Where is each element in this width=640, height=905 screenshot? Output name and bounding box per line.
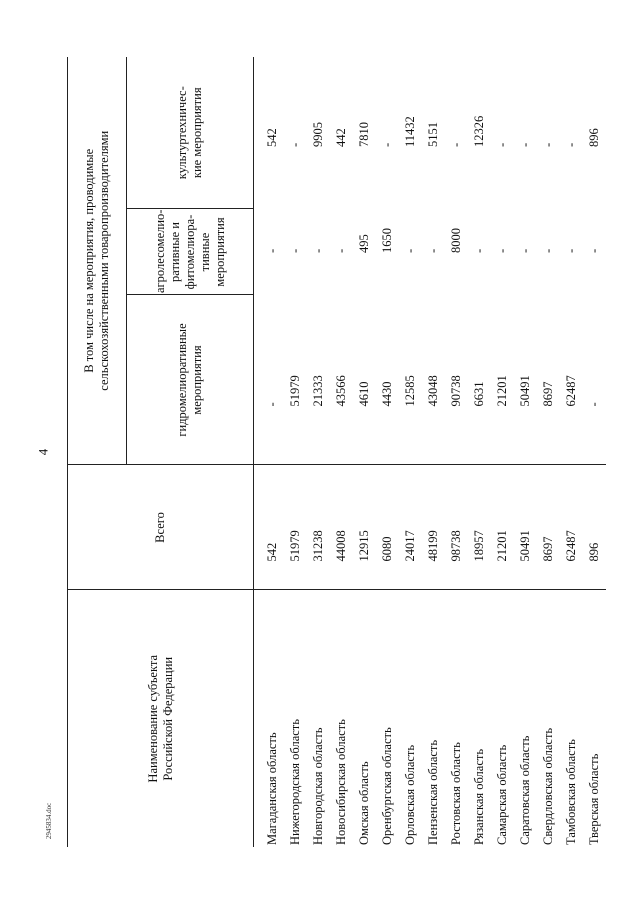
cell-cult: - [518,142,532,147]
header-name-text: Наименование субъекта Российской Федерации [145,654,175,783]
cell-total: 51979 [284,465,307,590]
cell-name: Ростовская область [445,590,468,847]
cell-name: Новосибирская область [330,590,353,847]
cell-hydro: 4610 [357,381,371,407]
cell-hydro: 21333 [311,375,325,407]
cell-cult: - [449,142,463,147]
cell-total: 62487 [560,465,583,590]
cell-total: 48199 [422,465,445,590]
data-table [67,57,606,847]
cell-cult: 12326 [472,115,486,147]
table-row [376,57,399,847]
table-row [330,57,353,847]
header-hydro-text: гидромелиоративные мероприятия [175,323,204,437]
cell-total: 44008 [330,465,353,590]
header-group-text: В том числе на мероприятия, проводимые сельскохозяйственными товаропроизводителями [82,130,111,391]
cell-hydro: 90738 [449,375,463,407]
cell-name: Омская область [353,590,376,847]
cell-cult: 896 [587,128,601,147]
cell-name: Тверская область [583,590,606,847]
table-header [68,57,254,847]
table-row [307,57,330,847]
cell-agro: - [311,248,325,253]
cell-agro: 8000 [449,228,463,253]
cell-name: Оренбургская область [376,590,399,847]
page-number: 4 [35,448,51,456]
table-row [399,57,422,847]
cell-name: Саратовская область [514,590,537,847]
header-group [68,57,127,465]
header-cult-text: культуртехничес-кие мероприятия [175,86,204,180]
cell-cult: - [495,142,509,147]
cell-total: 24017 [399,465,422,590]
cell-agro: - [518,248,532,253]
cell-total: 18957 [468,465,491,590]
cell-hydro: 12585 [403,375,417,407]
cell-total: 50491 [514,465,537,590]
header-agro [127,209,254,295]
table-row [514,57,537,847]
cell-agro: - [426,248,440,253]
cell-agro: - [587,248,601,253]
table-row [254,57,285,847]
cell-name: Орловская область [399,590,422,847]
header-cult [127,57,254,209]
cell-agro: - [288,248,302,253]
table-row [284,57,307,847]
table-row [445,57,468,847]
cell-hydro: 62487 [564,375,578,407]
cell-name: Рязанская область [468,590,491,847]
cell-hydro: - [587,402,601,407]
cell-total: 8697 [537,465,560,590]
cell-total: 98738 [445,465,468,590]
cell-total: 21201 [491,465,514,590]
table-row [422,57,445,847]
header-agro-text: агролесомелио-ративные и фитомелиора-тивные мероприятия [152,209,227,293]
cell-name: Магаданская область [254,590,285,847]
table-row [560,57,583,847]
cell-hydro: 8697 [541,381,555,407]
cell-agro: - [564,248,578,253]
rotated-table-container [67,57,607,847]
cell-agro: - [403,248,417,253]
cell-cult: 542 [264,128,279,147]
cell-hydro: 51979 [288,375,302,407]
cell-total: 542 [254,465,285,590]
cell-cult: 5151 [426,122,440,147]
table-row [491,57,514,847]
cell-cult: 9905 [311,122,325,147]
cell-cult: 442 [334,128,348,147]
cell-cult: - [564,142,578,147]
cell-cult: 7810 [357,122,371,147]
cell-total: 31238 [307,465,330,590]
cell-hydro: 4430 [380,381,394,407]
cell-name: Новгородская область [307,590,330,847]
cell-cult: - [380,142,394,147]
cell-name: Пензенская область [422,590,445,847]
cell-hydro: 43048 [426,375,440,407]
cell-total: 896 [583,465,606,590]
cell-name: Самарская область [491,590,514,847]
cell-agro: - [541,248,555,253]
cell-total: 12915 [353,465,376,590]
header-hydro [127,295,254,465]
cell-agro: 1650 [380,228,394,253]
header-name [68,590,254,847]
table-row [537,57,560,847]
table-row [583,57,606,847]
cell-hydro: - [264,402,279,407]
cell-agro: 495 [357,234,371,253]
cell-hydro: 50491 [518,375,532,407]
header-total: Всего [68,465,254,590]
cell-hydro: 21201 [495,375,509,407]
cell-cult: - [541,142,555,147]
cell-hydro: 6631 [472,381,486,407]
cell-cult: 11432 [403,116,417,147]
cell-cult: - [288,142,302,147]
cell-name: Нижегородская область [284,590,307,847]
cell-name: Свердловская область [537,590,560,847]
table-row [353,57,376,847]
cell-agro: - [334,248,348,253]
cell-total: 6080 [376,465,399,590]
table-body [254,57,607,847]
table-row [468,57,491,847]
cell-hydro: 43566 [334,375,348,407]
cell-name: Тамбовская область [560,590,583,847]
cell-agro: - [472,248,486,253]
cell-agro: - [495,248,509,253]
document-reference: 2945834.doc [45,802,54,840]
cell-agro: - [264,248,279,253]
